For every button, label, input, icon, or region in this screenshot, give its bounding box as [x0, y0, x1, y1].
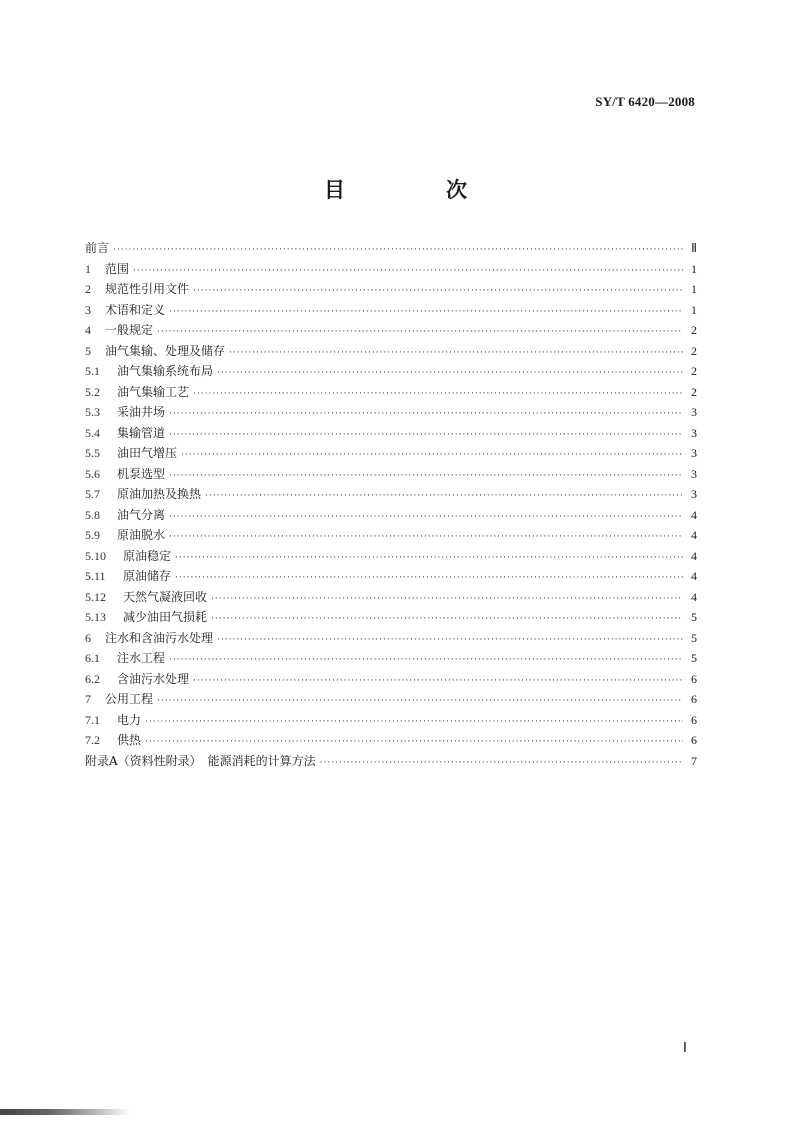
toc-entry-page: 2 [691, 364, 697, 378]
toc-entry-label: 前言 [85, 241, 110, 255]
toc-entry-page: 6 [691, 692, 697, 706]
scan-artifact [0, 1109, 130, 1115]
toc-entry-label: 原油脱水 [117, 528, 166, 542]
toc-leader-dots [175, 568, 683, 589]
toc-entry[interactable] [85, 382, 697, 403]
toc-entry-page: 2 [691, 384, 697, 399]
toc-entry[interactable] [85, 710, 697, 731]
toc-leader-dots [145, 712, 683, 733]
toc-entry-page: 1 [691, 302, 697, 317]
toc-leader-dots [217, 363, 683, 384]
toc-entry-page: 5 [691, 630, 697, 645]
toc-entry[interactable] [85, 751, 697, 772]
page-title: 目 次 [324, 177, 507, 202]
toc-leader-dots [157, 691, 683, 712]
toc-entry-label: 油气集输工艺 [117, 384, 190, 399]
toc-entry-page: 3 [691, 425, 697, 440]
toc-entry-label: 机泵选型 [117, 466, 166, 481]
toc-leader-dots [229, 343, 683, 364]
toc-leader-dots [169, 650, 683, 671]
toc-entry[interactable] [85, 259, 697, 280]
toc-entry[interactable] [85, 361, 697, 382]
toc-entry-page: 5 [691, 651, 697, 665]
toc-entry-number: 4 [85, 323, 91, 337]
toc-entry-number: 6 [85, 630, 91, 645]
toc-leader-dots [193, 384, 683, 405]
toc-entry-label: 油田气增压 [117, 446, 178, 460]
toc-leader-dots [193, 281, 683, 302]
standard-code: SY/T 6420—2008 [595, 94, 695, 109]
toc-entry-page: 1 [691, 282, 697, 296]
toc-leader-dots [133, 261, 683, 282]
toc-entry-number: 5.11 [85, 569, 106, 583]
toc-entry-number: 5.8 [85, 507, 100, 522]
toc-entry[interactable] [85, 628, 697, 649]
toc-entry[interactable] [85, 607, 697, 628]
toc-entry-label: 注水工程 [117, 651, 166, 665]
toc-leader-dots [169, 425, 683, 446]
toc-entry-label: 油气集输系统布局 [117, 364, 214, 378]
toc-entry[interactable] [85, 320, 697, 341]
toc-entry[interactable] [85, 443, 697, 464]
toc-entry[interactable] [85, 730, 697, 751]
toc-entry-number: 5.1 [85, 364, 100, 378]
toc-entry-page: 2 [691, 323, 697, 337]
toc-entry[interactable] [85, 238, 697, 259]
toc-entry[interactable] [85, 669, 697, 690]
toc-entry-page: 3 [691, 446, 697, 460]
toc-entry-label: 采油井场 [117, 405, 166, 419]
toc-entry-number: 5.4 [85, 425, 100, 440]
toc-entry-label: 电力 [117, 712, 142, 727]
toc-entry-page: 4 [691, 528, 697, 542]
toc-entry-number: 5.5 [85, 446, 100, 460]
toc-entry-number: 7 [85, 692, 91, 706]
toc-entry-number: 7.1 [85, 712, 100, 727]
toc-entry[interactable] [85, 300, 697, 321]
toc-entry-label: 原油储存 [123, 569, 172, 583]
toc-entry-number: 5.12 [85, 589, 106, 604]
toc-entry-page: 5 [691, 610, 697, 624]
toc-entry-number: 5.7 [85, 487, 100, 501]
toc-entry-number: 5.9 [85, 528, 100, 542]
toc-entry-page: 4 [691, 589, 697, 604]
toc-entry-page: 4 [691, 507, 697, 522]
toc-entry-number: 5.3 [85, 405, 100, 419]
toc-entry[interactable] [85, 505, 697, 526]
toc-leader-dots [157, 322, 683, 343]
toc-entry-page: 3 [691, 405, 697, 419]
footer-page-number: Ⅰ [682, 1041, 687, 1056]
toc-entry-label: 减少油田气损耗 [123, 610, 208, 624]
toc-leader-dots [217, 630, 683, 651]
toc-entry[interactable] [85, 464, 697, 485]
toc-leader-dots [169, 527, 683, 548]
toc-leader-dots [169, 404, 683, 425]
toc-entry-page: Ⅱ [691, 241, 697, 255]
toc-leader-dots [175, 548, 683, 569]
toc-entry-number: 2 [85, 282, 91, 296]
toc-leader-dots [211, 589, 683, 610]
toc-entry[interactable] [85, 566, 697, 587]
toc-entry-number: 1 [85, 261, 91, 276]
toc-entry-number: 5.13 [85, 610, 106, 624]
toc-entry[interactable] [85, 525, 697, 546]
toc-entry[interactable] [85, 587, 697, 608]
toc-entry-label: 原油加热及换热 [117, 487, 202, 501]
toc-entry-label: 油气集输、处理及储存 [105, 343, 226, 358]
toc-entry-page: 4 [691, 548, 697, 563]
toc-entry[interactable] [85, 484, 697, 505]
toc-entry-number: 5.10 [85, 548, 106, 563]
toc-leader-dots [169, 466, 683, 487]
toc-entry-label: 范围 [105, 261, 130, 276]
toc-entry-label: 天然气凝液回收 [123, 589, 208, 604]
toc-entry-page: 2 [691, 343, 697, 358]
toc-leader-dots [211, 609, 683, 630]
table-of-contents [85, 238, 697, 771]
toc-leader-dots [205, 486, 683, 507]
toc-entry-number: 5 [85, 343, 91, 358]
toc-entry[interactable] [85, 648, 697, 669]
toc-leader-dots [169, 302, 683, 323]
toc-entry-page: 4 [691, 569, 697, 583]
toc-entry-number: 3 [85, 302, 91, 317]
toc-leader-dots [169, 507, 683, 528]
toc-entry-label: 供热 [117, 733, 142, 747]
toc-entry[interactable] [85, 402, 697, 423]
toc-entry-page: 1 [691, 261, 697, 276]
toc-entry-label: 原油稳定 [123, 548, 172, 563]
toc-entry-label: 含油污水处理 [117, 671, 190, 686]
toc-entry[interactable] [85, 341, 697, 362]
toc-entry-page: 3 [691, 487, 697, 501]
toc-entry-page: 3 [691, 466, 697, 481]
toc-entry-number: 5.6 [85, 466, 100, 481]
toc-entry-label: 术语和定义 [105, 302, 166, 317]
toc-leader-dots [320, 753, 683, 774]
toc-entry-page: 7 [691, 753, 697, 768]
toc-entry-label: 注水和含油污水处理 [105, 630, 214, 645]
toc-entry-number: 6.2 [85, 671, 100, 686]
toc-entry-number: 5.2 [85, 384, 100, 399]
toc-entry-page: 6 [691, 733, 697, 747]
toc-entry-page: 6 [691, 712, 697, 727]
toc-entry-number: 6.1 [85, 651, 100, 665]
toc-leader-dots [145, 732, 683, 753]
toc-entry[interactable] [85, 689, 697, 710]
toc-entry[interactable] [85, 423, 697, 444]
toc-entry-label: 规范性引用文件 [105, 282, 190, 296]
toc-entry[interactable] [85, 546, 697, 567]
toc-entry-number: 7.2 [85, 733, 100, 747]
toc-leader-dots [181, 445, 683, 466]
toc-entry-label: 公用工程 [105, 692, 154, 706]
toc-leader-dots [193, 671, 683, 692]
toc-entry-label: 集输管道 [117, 425, 166, 440]
toc-entry-page: 6 [691, 671, 697, 686]
toc-leader-dots [113, 240, 683, 261]
toc-entry-label: 油气分离 [117, 507, 166, 522]
toc-entry-label: 附录A（资料性附录） 能源消耗的计算方法 [85, 753, 316, 768]
toc-entry-label: 一般规定 [105, 323, 154, 337]
toc-entry[interactable] [85, 279, 697, 300]
